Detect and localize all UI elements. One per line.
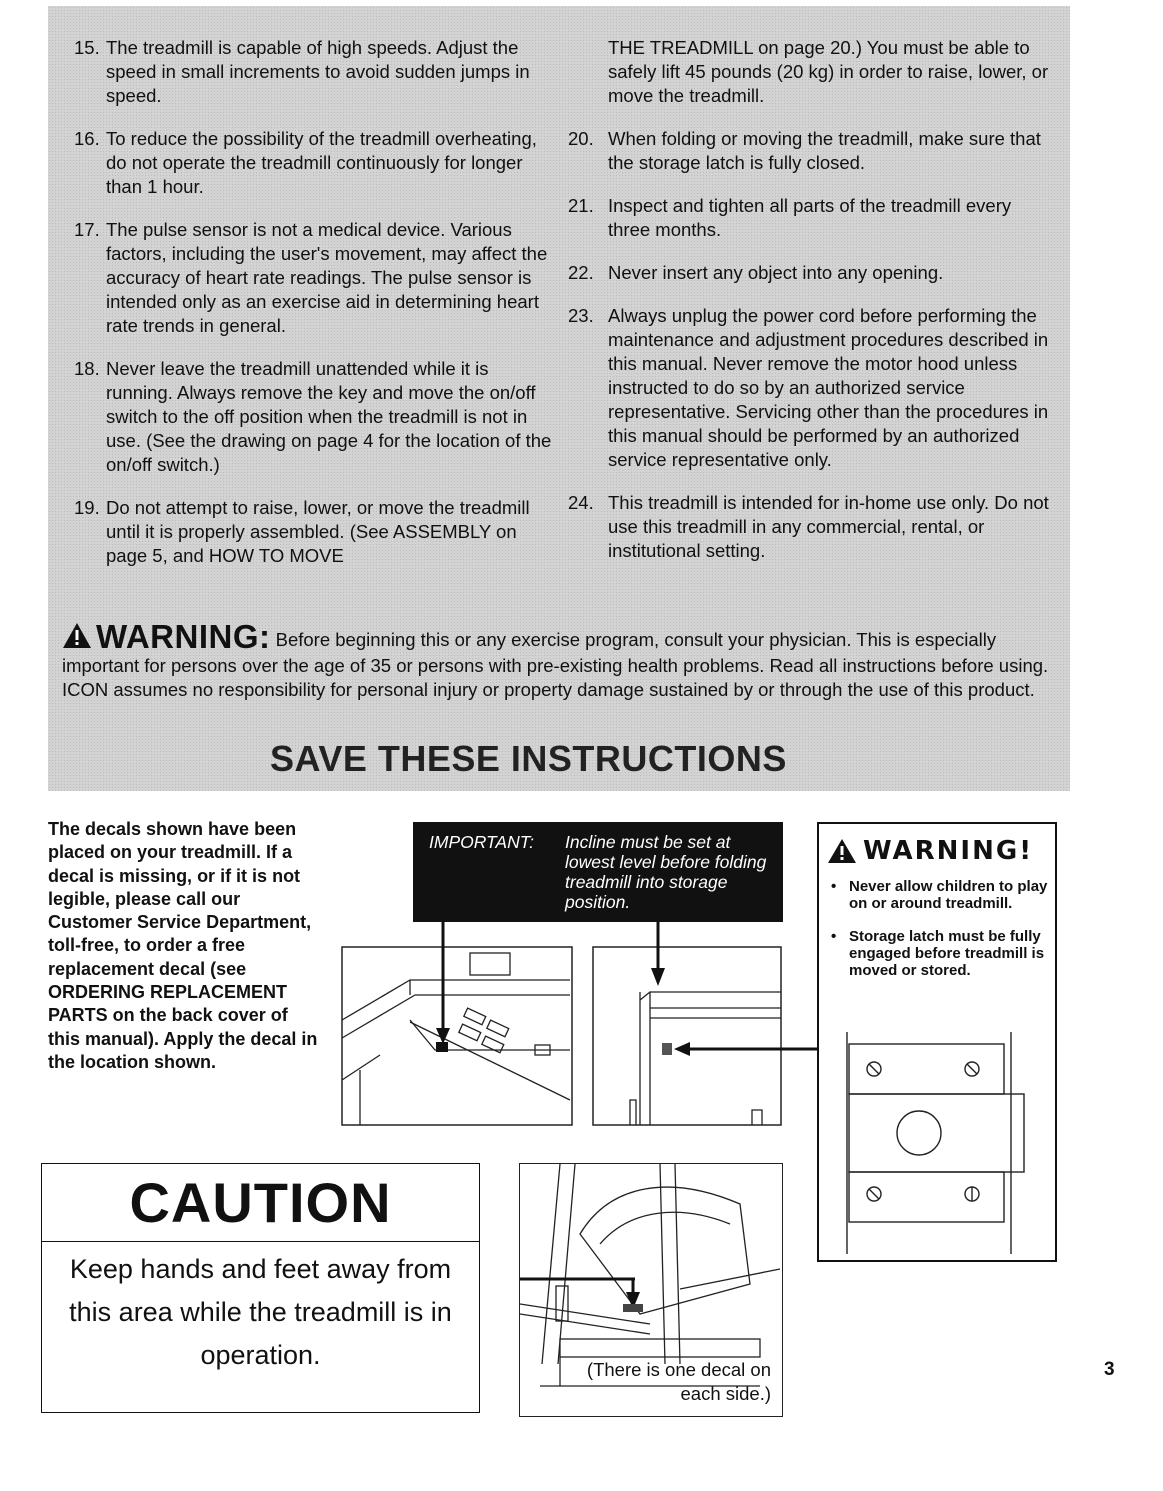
important-text: Incline must be set at lowest level before folding treadmill into storage position. xyxy=(565,832,767,912)
bullet-text: Storage latch must be fully engaged before treadmill is moved or stored. xyxy=(849,928,1045,979)
save-instructions-title: SAVE THESE INSTRUCTIONS xyxy=(270,738,787,779)
page-number: 3 xyxy=(1104,1359,1115,1380)
list-item xyxy=(568,36,1058,108)
list-item xyxy=(74,218,554,338)
list-item xyxy=(74,127,554,199)
item-number: 24. xyxy=(568,492,594,513)
item-number: 21. xyxy=(568,195,594,216)
item-text: Do not attempt to raise, lower, or move the treadmill until it is properly assembled. (See ASSEMBLY on page 5, and HOW TO MOVE xyxy=(106,497,530,566)
item-text: Never insert any object into any opening. xyxy=(608,262,944,283)
list-item xyxy=(74,496,554,568)
list-item xyxy=(568,127,1058,175)
caution-text: Keep hands and feet away from this area while the treadmill is in operation. xyxy=(69,1254,452,1370)
item-number: 15. xyxy=(74,37,100,58)
item-text: The pulse sensor is not a medical device. Various factors, including the user's movement, may affect the accuracy of heart rate readings. The pulse sensor is intended only as an exercise aid in determining heart rate trends in general. xyxy=(106,219,548,336)
list-item xyxy=(74,357,554,477)
warning-triangle-icon xyxy=(62,622,92,649)
item-text: Never leave the treadmill unattended while it is running. Always remove the key and move the on/off switch to the off position when the treadmill is not in use. (See the drawing on page 4 for the location of the on/off switch.) xyxy=(106,358,552,475)
important-decal xyxy=(413,822,783,922)
important-label: IMPORTANT: xyxy=(429,832,534,852)
list-item xyxy=(568,194,1058,242)
warning-heading: WARNING: xyxy=(96,618,271,655)
item-number: 16. xyxy=(74,128,100,149)
right-column xyxy=(568,36,1058,582)
item-number: 18. xyxy=(74,358,100,379)
item-number: 22. xyxy=(568,262,594,283)
left-column xyxy=(74,36,554,587)
caution-title: CAUTION xyxy=(42,1164,479,1242)
warning-decal-title: WARNING! xyxy=(863,836,1034,866)
list-item: • Storage latch must be fully engaged before treadmill is moved or stored. xyxy=(831,928,1045,979)
item-text: To reduce the possibility of the treadmill overheating, do not operate the treadmill continuously for longer than 1 hour. xyxy=(106,128,537,197)
decal-instructions: The decals shown have been placed on your treadmill. If a decal is missing, or if it is not legible, please call our Customer Service Department, toll-free, to order a free replacement decal (see ORDERING REPLACEMENT PARTS on the back cover of this manual). Apply the decal in the location shown. xyxy=(48,819,318,1072)
latch-drawing xyxy=(839,1032,1039,1254)
item-text: When folding or moving the treadmill, make sure that the storage latch is fully closed. xyxy=(608,128,1041,173)
list-item: • Never allow children to play on or around treadmill. xyxy=(831,878,1048,912)
item-number: 23. xyxy=(568,305,594,326)
bullet-text: Never allow children to play on or around treadmill. xyxy=(849,878,1048,912)
warning-text: Before beginning this or any exercise program, consult your physician. This is especially important for persons over the age of 35 or persons with pre-existing health problems. Read all instructions before using. ICON assumes no responsibility for personal injury or property damage sustained by or through the use of this product. xyxy=(62,629,1049,700)
item-text: The treadmill is capable of high speeds. Adjust the speed in small increments to avoid sudden jumps in speed. xyxy=(106,37,530,106)
list-item xyxy=(74,36,554,108)
list-item xyxy=(568,491,1058,563)
list-item xyxy=(568,261,1058,285)
list-item xyxy=(568,304,1058,472)
warning-paragraph xyxy=(62,620,1062,702)
storage-latch-drawing xyxy=(593,947,781,1125)
item-number: 20. xyxy=(568,128,594,149)
item-text: This treadmill is intended for in-home use only. Do not use this treadmill in any commercial, rental, or institutional setting. xyxy=(608,492,1049,561)
item-number: 19. xyxy=(74,497,100,518)
item-text: Always unplug the power cord before performing the maintenance and adjustment procedures described in this manual. Never remove the motor hood unless instructed to do so by an authorized service representative. Servicing other than the procedures in this manual should be performed by an authorized service representative only. xyxy=(608,305,1049,470)
warning-triangle-icon xyxy=(827,838,857,864)
decal-note: (There is one decal on each side.) xyxy=(586,1359,771,1404)
item-text: THE TREADMILL on page 20.) You must be able to safely lift 45 pounds (20 kg) in order to raise, lower, or move the treadmill. xyxy=(608,37,1049,106)
decal-location-drawings xyxy=(340,920,820,1130)
item-text: Inspect and tighten all parts of the treadmill every three months. xyxy=(608,195,1012,240)
console-drawing xyxy=(342,947,572,1125)
caution-decal xyxy=(41,1163,480,1413)
warning-decal-bullets xyxy=(831,878,1053,995)
item-number: 17. xyxy=(74,219,100,240)
warning-decal xyxy=(817,822,1057,1262)
